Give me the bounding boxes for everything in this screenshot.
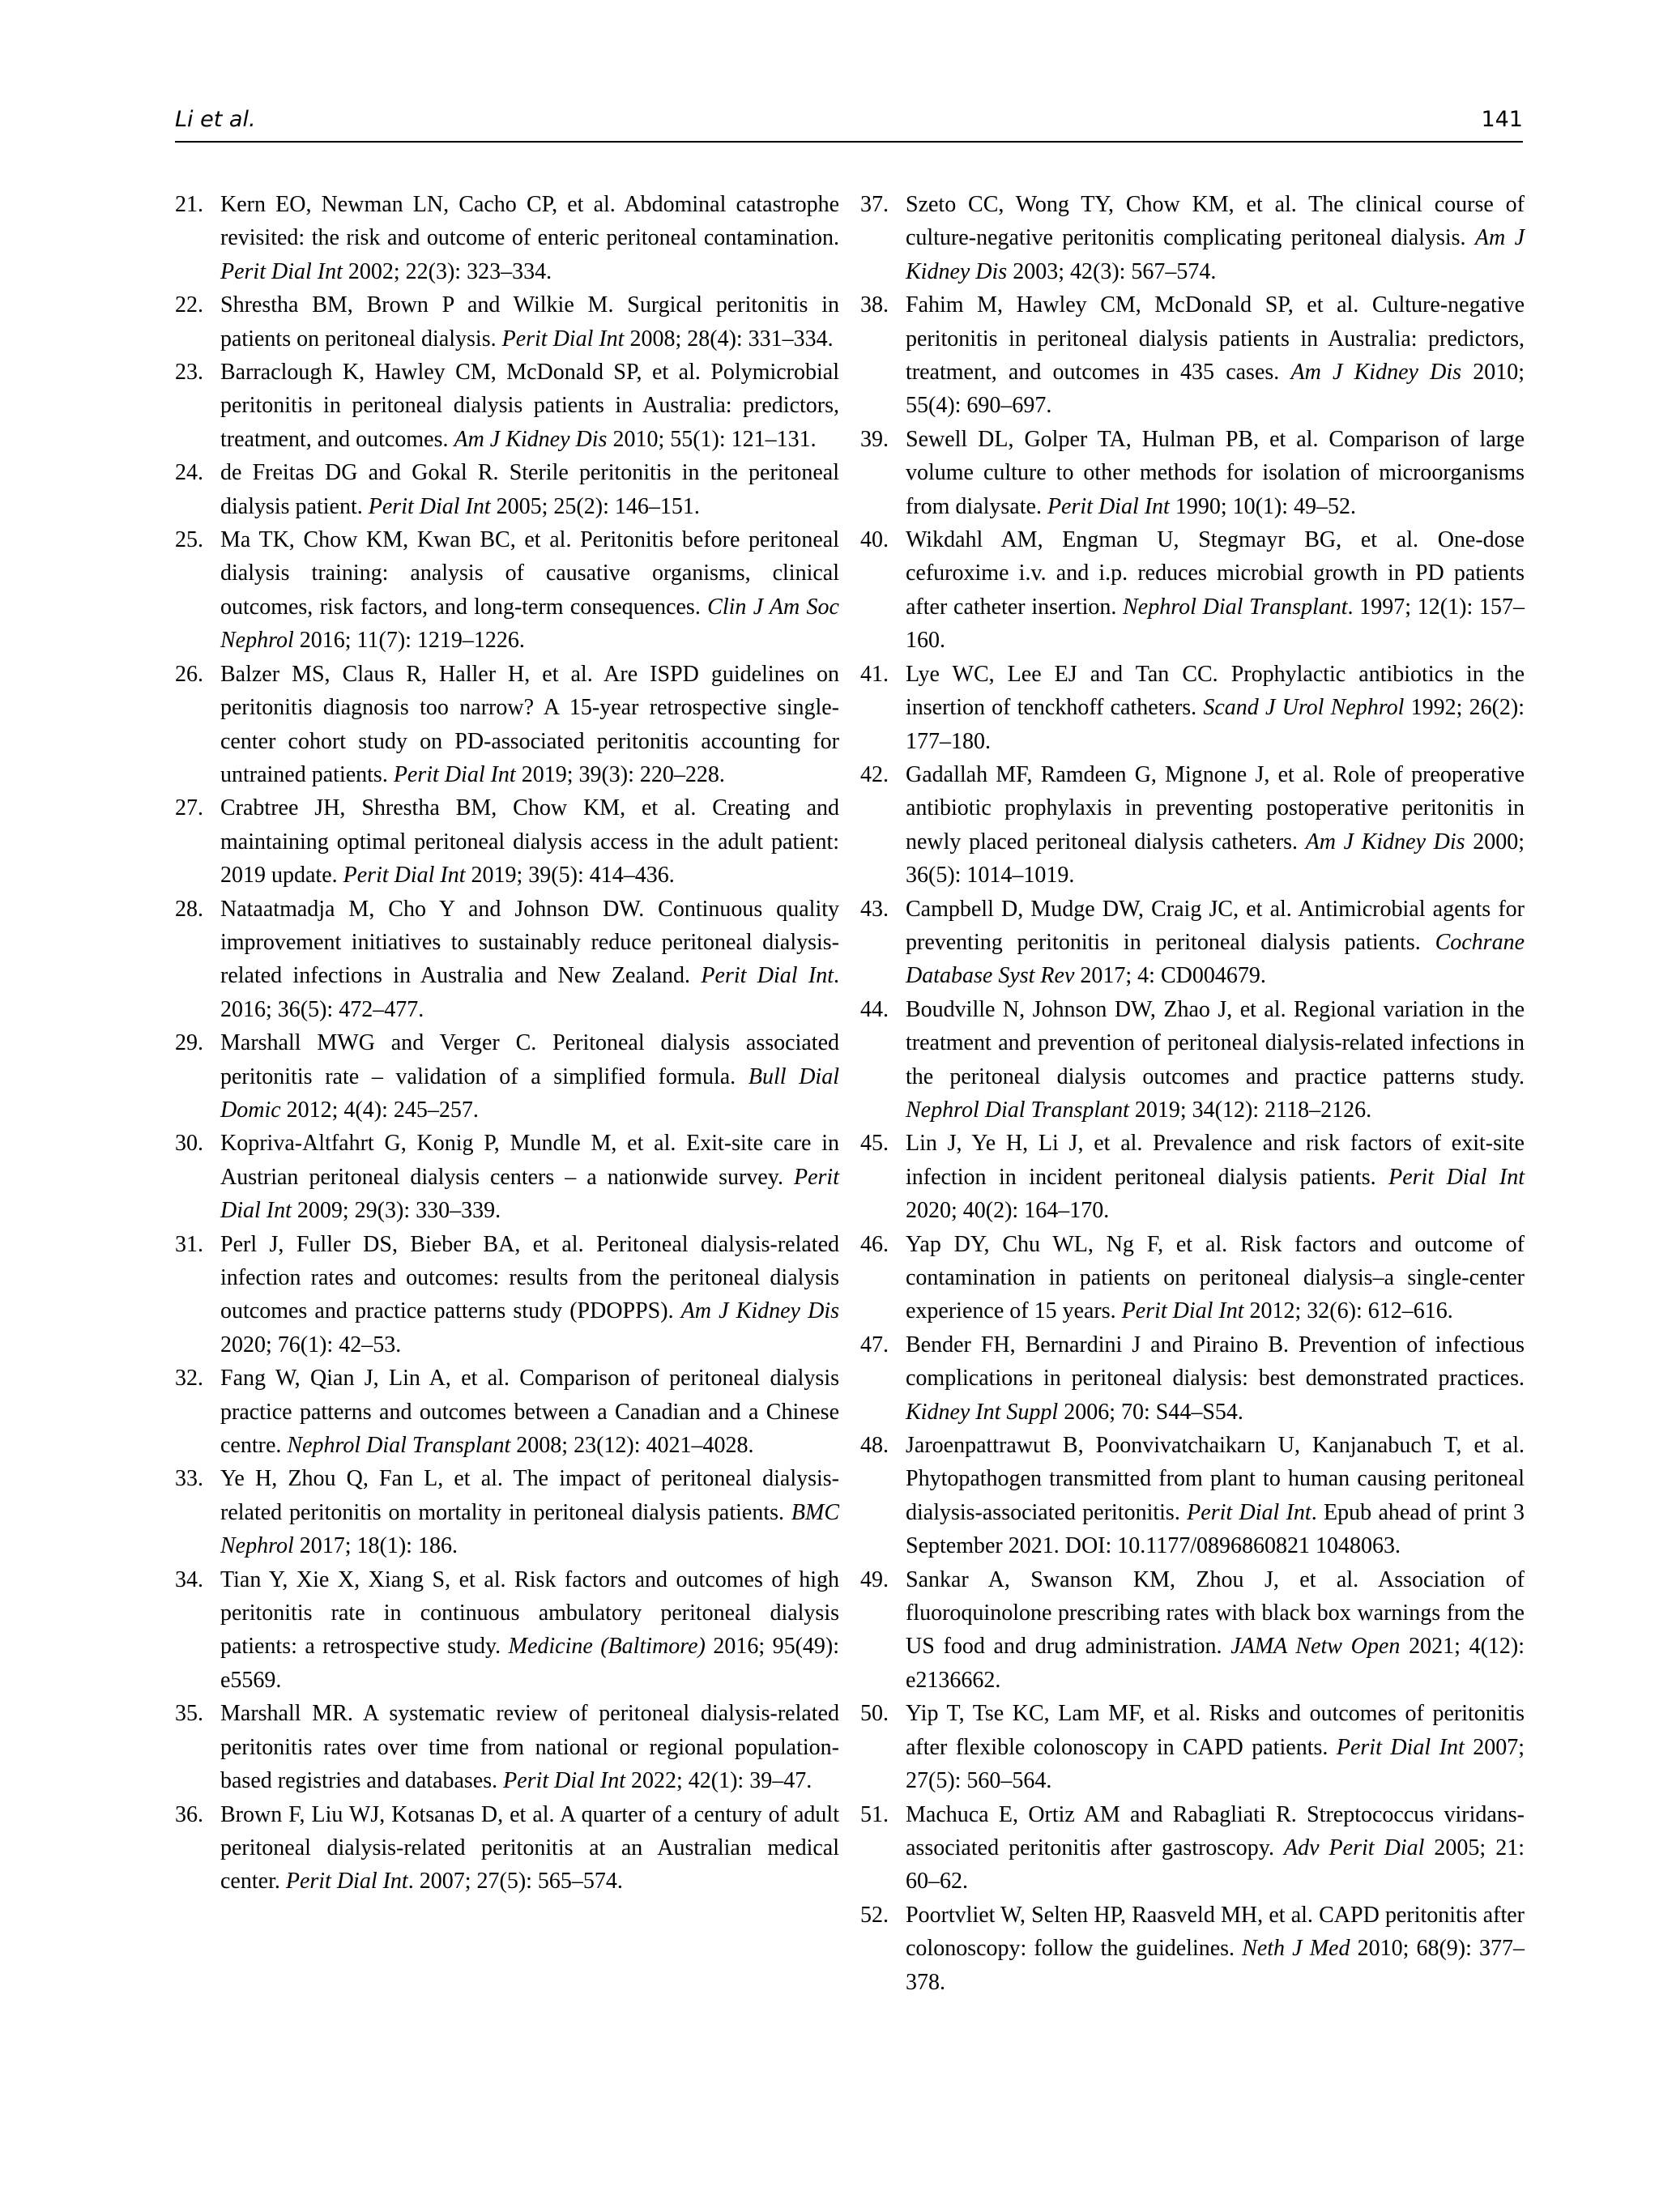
reference-text: Poortvliet W, Selten HP, Raasveld MH, et al. CAPD peritonitis after colonoscopy: follow the guidelines. bbox=[906, 1902, 1525, 1962]
reference-text: Sewell DL, Golper TA, Hulman PB, et al. Comparison of large volume culture to other methods for isolation of microorganisms from dialysate. bbox=[906, 426, 1525, 519]
reference-number: 31. bbox=[175, 1231, 203, 1257]
page-header bbox=[175, 105, 1523, 143]
reference-item bbox=[860, 1798, 1525, 1899]
reference-details: 2017; 18(1): 186. bbox=[293, 1533, 458, 1559]
reference-number: 32. bbox=[175, 1366, 203, 1392]
reference-item bbox=[175, 893, 839, 1027]
reference-number: 28. bbox=[175, 896, 203, 922]
reference-details: . 2016; 36(5): 472–477. bbox=[220, 963, 839, 1022]
reference-item bbox=[860, 1563, 1525, 1698]
reference-text: Kern EO, Newman LN, Cacho CP, et al. Abdominal catastrophe revisited: the risk and outcome of enteric peritoneal contamination. bbox=[220, 192, 839, 251]
reference-item bbox=[860, 658, 1525, 758]
reference-text: Bender FH, Bernardini J and Piraino B. Prevention of infectious complications in peritoneal dialysis: best demonstrated practices. bbox=[906, 1332, 1525, 1392]
reference-details: 1990; 10(1): 49–52. bbox=[1169, 493, 1357, 519]
reference-journal: JAMA Netw Open bbox=[1230, 1634, 1401, 1660]
reference-number: 42. bbox=[860, 761, 889, 787]
reference-details: 2012; 4(4): 245–257. bbox=[280, 1097, 479, 1123]
reference-number: 40. bbox=[860, 527, 889, 553]
reference-number: 34. bbox=[175, 1566, 203, 1592]
reference-text: Lye WC, Lee EJ and Tan CC. Prophylactic antibiotics in the insertion of tenckhoff catheters. bbox=[906, 661, 1525, 721]
reference-text: Tian Y, Xie X, Xiang S, et al. Risk factors and outcomes of high peritonitis rate in continuous ambulatory peritoneal dialysis patients: a retrospective study. bbox=[220, 1566, 839, 1660]
reference-number: 36. bbox=[175, 1801, 203, 1827]
reference-text: Szeto CC, Wong TY, Chow KM, et al. The clinical course of culture-negative peritonitis complicating peritoneal dialysis. bbox=[906, 192, 1525, 251]
reference-item bbox=[175, 1362, 839, 1462]
reference-details: 2010; 55(1): 121–131. bbox=[607, 426, 817, 452]
reference-details: 2019; 39(5): 414–436. bbox=[465, 863, 675, 889]
reference-details: 2021; 4(12): e2136662. bbox=[906, 1634, 1525, 1693]
reference-item bbox=[175, 523, 839, 658]
reference-text: Brown F, Liu WJ, Kotsanas D, et al. A quarter of a century of adult peritoneal dialysis-related peritonitis at an Australian medical center. bbox=[220, 1801, 839, 1894]
reference-journal: Perit Dial Int bbox=[393, 761, 516, 787]
reference-text: Ye H, Zhou Q, Fan L, et al. The impact of peritoneal dialysis-related peritonitis on mortality in peritoneal dialysis patients. bbox=[220, 1466, 839, 1525]
reference-journal: Perit Dial Int bbox=[1336, 1734, 1465, 1760]
reference-text: Nataatmadja M, Cho Y and Johnson DW. Continuous quality improvement initiatives to sustainably reduce peritoneal dialysis-related infections in Australia and New Zealand. bbox=[220, 896, 839, 989]
reference-details: 2020; 40(2): 164–170. bbox=[906, 1198, 1110, 1224]
reference-text: Sankar A, Swanson KM, Zhou J, et al. Association of fluoroquinolone prescribing rates with black box warnings from the US food and drug administration. bbox=[906, 1566, 1525, 1660]
reference-journal: Am J Kidney Dis bbox=[906, 225, 1525, 284]
reference-journal: Nephrol Dial Transplant bbox=[287, 1433, 511, 1459]
reference-journal: BMC Nephrol bbox=[220, 1499, 839, 1559]
reference-text: Marshall MR. A systematic review of peritoneal dialysis-related peritonitis rates over time from national or regional population-based registries and databases. bbox=[220, 1701, 839, 1794]
reference-text: Campbell D, Mudge DW, Craig JC, et al. Antimicrobial agents for preventing peritonitis in peritoneal dialysis patients. bbox=[906, 896, 1525, 955]
reference-text: Barraclough K, Hawley CM, McDonald SP, et al. Polymicrobial peritonitis in peritoneal dialysis patients in Australia: predictors, treatment, and outcomes. bbox=[220, 360, 839, 452]
reference-item bbox=[175, 1026, 839, 1127]
reference-details: 2010; 55(4): 690–697. bbox=[906, 360, 1525, 419]
reference-number: 44. bbox=[860, 996, 889, 1022]
reference-number: 29. bbox=[175, 1030, 203, 1056]
reference-details: . 1997; 12(1): 157–160. bbox=[906, 594, 1525, 654]
reference-item bbox=[175, 356, 839, 456]
reference-item bbox=[860, 993, 1525, 1127]
reference-details: 2016; 11(7): 1219–1226. bbox=[293, 628, 525, 654]
reference-number: 41. bbox=[860, 661, 889, 687]
reference-item bbox=[860, 523, 1525, 658]
reference-details: 2006; 70: S44–S54. bbox=[1058, 1399, 1243, 1425]
reference-text: Yip T, Tse KC, Lam MF, et al. Risks and outcomes of peritonitis after flexible colonoscopy in CAPD patients. bbox=[906, 1701, 1525, 1760]
reference-journal: Bull Dial Domic bbox=[220, 1063, 839, 1123]
reference-item bbox=[175, 1462, 839, 1562]
reference-details: 1992; 26(2): 177–180. bbox=[906, 695, 1525, 754]
reference-number: 24. bbox=[175, 460, 203, 486]
reference-journal: Perit Dial Int bbox=[701, 963, 834, 989]
reference-number: 46. bbox=[860, 1231, 889, 1257]
reference-number: 26. bbox=[175, 661, 203, 687]
reference-text: Crabtree JH, Shrestha BM, Chow KM, et al. Creating and maintaining optimal peritoneal dialysis access in the adult patient: 2019 update. bbox=[220, 795, 839, 889]
running-head: Li et al. bbox=[175, 107, 256, 132]
reference-item bbox=[860, 1429, 1525, 1563]
reference-text: Boudville N, Johnson DW, Zhao J, et al. Regional variation in the treatment and prevention of peritoneal dialysis-related infections in the peritoneal dialysis outcomes and practice patterns study. bbox=[906, 996, 1525, 1089]
reference-item bbox=[860, 893, 1525, 993]
page-number: 141 bbox=[1481, 107, 1523, 132]
reference-number: 45. bbox=[860, 1131, 889, 1157]
reference-number: 21. bbox=[175, 192, 203, 217]
reference-number: 27. bbox=[175, 795, 203, 821]
reference-journal: Perit Dial Int bbox=[503, 1768, 625, 1794]
reference-number: 30. bbox=[175, 1131, 203, 1157]
reference-details: 2008; 28(4): 331–334. bbox=[624, 326, 834, 352]
reference-journal: Perit Dial Int bbox=[343, 863, 466, 889]
reference-journal: Am J Kidney Dis bbox=[1305, 829, 1465, 855]
reference-item bbox=[175, 658, 839, 792]
reference-number: 51. bbox=[860, 1801, 889, 1827]
reference-item bbox=[860, 1127, 1525, 1227]
reference-text: Ma TK, Chow KM, Kwan BC, et al. Peritonitis before peritoneal dialysis training: analysis of causative organisms, clinical outcomes, risk factors, and long-term consequences. bbox=[220, 527, 839, 620]
reference-number: 35. bbox=[175, 1701, 203, 1727]
reference-item bbox=[860, 1899, 1525, 1999]
reference-number: 52. bbox=[860, 1902, 889, 1928]
reference-item bbox=[175, 188, 839, 288]
reference-number: 23. bbox=[175, 360, 203, 386]
reference-journal: Perit Dial Int bbox=[1388, 1164, 1525, 1190]
reference-text: Shrestha BM, Brown P and Wilkie M. Surgical peritonitis in patients on peritoneal dialysis. bbox=[220, 292, 839, 352]
reference-details: 2009; 29(3): 330–339. bbox=[291, 1198, 501, 1224]
reference-journal: Perit Dial Int bbox=[285, 1869, 408, 1894]
reference-number: 47. bbox=[860, 1332, 889, 1357]
reference-text: Gadallah MF, Ramdeen G, Mignone J, et al. Role of preoperative antibiotic prophylaxis in preventing postoperative peritonitis in newly placed peritoneal dialysis catheters. bbox=[906, 761, 1525, 855]
reference-number: 38. bbox=[860, 292, 889, 318]
reference-details: 2005; 21: 60–62. bbox=[906, 1835, 1525, 1894]
reference-number: 49. bbox=[860, 1566, 889, 1592]
reference-item bbox=[175, 791, 839, 892]
reference-text: Machuca E, Ortiz AM and Rabagliati R. Streptococcus viridans-associated peritonitis after gastroscopy. bbox=[906, 1801, 1525, 1860]
reference-text: de Freitas DG and Gokal R. Sterile peritonitis in the peritoneal dialysis patient. bbox=[220, 460, 839, 519]
reference-details: 2007; 27(5): 560–564. bbox=[906, 1734, 1525, 1794]
reference-column-right bbox=[860, 188, 1525, 1999]
reference-item bbox=[860, 188, 1525, 288]
reference-journal: Perit Dial Int bbox=[1187, 1499, 1311, 1525]
reference-journal: Neth J Med bbox=[1242, 1936, 1350, 1962]
reference-item bbox=[860, 1697, 1525, 1797]
reference-journal: Perit Dial Int bbox=[368, 493, 491, 519]
reference-journal: Perit Dial Int bbox=[220, 258, 343, 284]
reference-text: Jaroenpattrawut B, Poonvivatchaikarn U, Kanjanabuch T, et al. Phytopathogen transmitted from plant to human causing peritoneal dialysis-associated peritonitis. bbox=[906, 1433, 1525, 1525]
reference-journal: Perit Dial Int bbox=[501, 326, 625, 352]
reference-details: 2010; 68(9): 377–378. bbox=[906, 1936, 1525, 1995]
reference-journal: Medicine (Baltimore) bbox=[508, 1634, 706, 1660]
reference-journal: Nephrol Dial Transplant bbox=[906, 1097, 1129, 1123]
reference-item bbox=[175, 1228, 839, 1362]
reference-details: 2005; 25(2): 146–151. bbox=[490, 493, 700, 519]
reference-item bbox=[860, 758, 1525, 893]
reference-item bbox=[860, 423, 1525, 523]
reference-details: . 2007; 27(5): 565–574. bbox=[407, 1869, 623, 1894]
reference-journal: Nephrol Dial Transplant bbox=[1123, 594, 1348, 620]
reference-journal: Clin J Am Soc Nephrol bbox=[220, 594, 839, 654]
reference-number: 50. bbox=[860, 1701, 889, 1727]
reference-journal: Kidney Int Suppl bbox=[906, 1399, 1059, 1425]
reference-journal: Scand J Urol Nephrol bbox=[1203, 695, 1405, 721]
reference-item bbox=[175, 1798, 839, 1899]
reference-details: 2012; 32(6): 612–616. bbox=[1243, 1298, 1453, 1324]
reference-journal: Cochrane Database Syst Rev bbox=[906, 929, 1525, 989]
reference-details: 2008; 23(12): 4021–4028. bbox=[510, 1433, 754, 1459]
reference-text: Marshall MWG and Verger C. Peritoneal dialysis associated peritonitis rate – validation of a simplified formula. bbox=[220, 1030, 839, 1089]
reference-details: . Epub ahead of print 3 September 2021. DOI: 10.1177/0896860821 1048063. bbox=[906, 1499, 1525, 1559]
reference-number: 37. bbox=[860, 192, 889, 217]
reference-journal: Am J Kidney Dis bbox=[1290, 360, 1462, 386]
reference-item bbox=[860, 1328, 1525, 1429]
reference-details: 2016; 95(49): e5569. bbox=[220, 1634, 839, 1693]
reference-text: Wikdahl AM, Engman U, Stegmayr BG, et al. One-dose cefuroxime i.v. and i.p. reduces microbial growth in PD patients after catheter insertion. bbox=[906, 527, 1525, 620]
reference-text: Fang W, Qian J, Lin A, et al. Comparison of peritoneal dialysis practice patterns and outcomes between a Canadian and a Chinese centre. bbox=[220, 1366, 839, 1459]
reference-item bbox=[175, 1563, 839, 1698]
reference-details: 2017; 4: CD004679. bbox=[1074, 963, 1266, 989]
reference-details: 2022; 42(1): 39–47. bbox=[625, 1768, 812, 1794]
reference-journal: Adv Perit Dial bbox=[1283, 1835, 1425, 1860]
reference-text: Lin J, Ye H, Li J, et al. Prevalence and risk factors of exit-site infection in incident peritoneal dialysis patients. bbox=[906, 1131, 1525, 1190]
reference-text: Balzer MS, Claus R, Haller H, et al. Are ISPD guidelines on peritonitis diagnosis too narrow? A 15-year retrospective single-center cohort study on PD-associated peritonitis accounting for untrained patients. bbox=[220, 661, 839, 787]
reference-details: 2003; 42(3): 567–574. bbox=[1007, 258, 1217, 284]
reference-number: 48. bbox=[860, 1433, 889, 1459]
reference-text: Yap DY, Chu WL, Ng F, et al. Risk factors and outcome of contamination in patients on peritoneal dialysis–a single-center experience of 15 years. bbox=[906, 1231, 1525, 1324]
reference-details: 2002; 22(3): 323–334. bbox=[342, 258, 552, 284]
reference-journal: Am J Kidney Dis bbox=[680, 1298, 839, 1324]
reference-item bbox=[175, 1697, 839, 1797]
reference-text: Kopriva-Altfahrt G, Konig P, Mundle M, et al. Exit-site care in Austrian peritoneal dialysis centers – a nationwide survey. bbox=[220, 1131, 839, 1190]
reference-number: 33. bbox=[175, 1466, 203, 1492]
reference-item bbox=[860, 1228, 1525, 1328]
reference-details: 2019; 39(3): 220–228. bbox=[515, 761, 725, 787]
reference-details: 2020; 76(1): 42–53. bbox=[220, 1332, 402, 1357]
reference-text: Fahim M, Hawley CM, McDonald SP, et al. Culture-negative peritonitis in peritoneal dialysis patients in Australia: predictors, treatment, and outcomes in 435 cases. bbox=[906, 292, 1525, 386]
reference-number: 25. bbox=[175, 527, 203, 553]
reference-journal: Perit Dial Int bbox=[220, 1164, 839, 1224]
reference-journal: Perit Dial Int bbox=[1121, 1298, 1244, 1324]
reference-text: Perl J, Fuller DS, Bieber BA, et al. Peritoneal dialysis-related infection rates and outcomes: results from the peritoneal dialysis outcomes and practice patterns study (PDOPPS). bbox=[220, 1231, 839, 1324]
reference-item bbox=[175, 1127, 839, 1227]
reference-details: 2000; 36(5): 1014–1019. bbox=[906, 829, 1525, 889]
reference-journal: Perit Dial Int bbox=[1047, 493, 1170, 519]
reference-number: 43. bbox=[860, 896, 889, 922]
reference-item bbox=[860, 288, 1525, 423]
reference-number: 39. bbox=[860, 426, 889, 452]
reference-journal: Am J Kidney Dis bbox=[454, 426, 608, 452]
reference-item bbox=[175, 456, 839, 523]
reference-column-left bbox=[175, 188, 839, 1899]
reference-item bbox=[175, 288, 839, 356]
reference-number: 22. bbox=[175, 292, 203, 318]
reference-details: 2019; 34(12): 2118–2126. bbox=[1128, 1097, 1372, 1123]
